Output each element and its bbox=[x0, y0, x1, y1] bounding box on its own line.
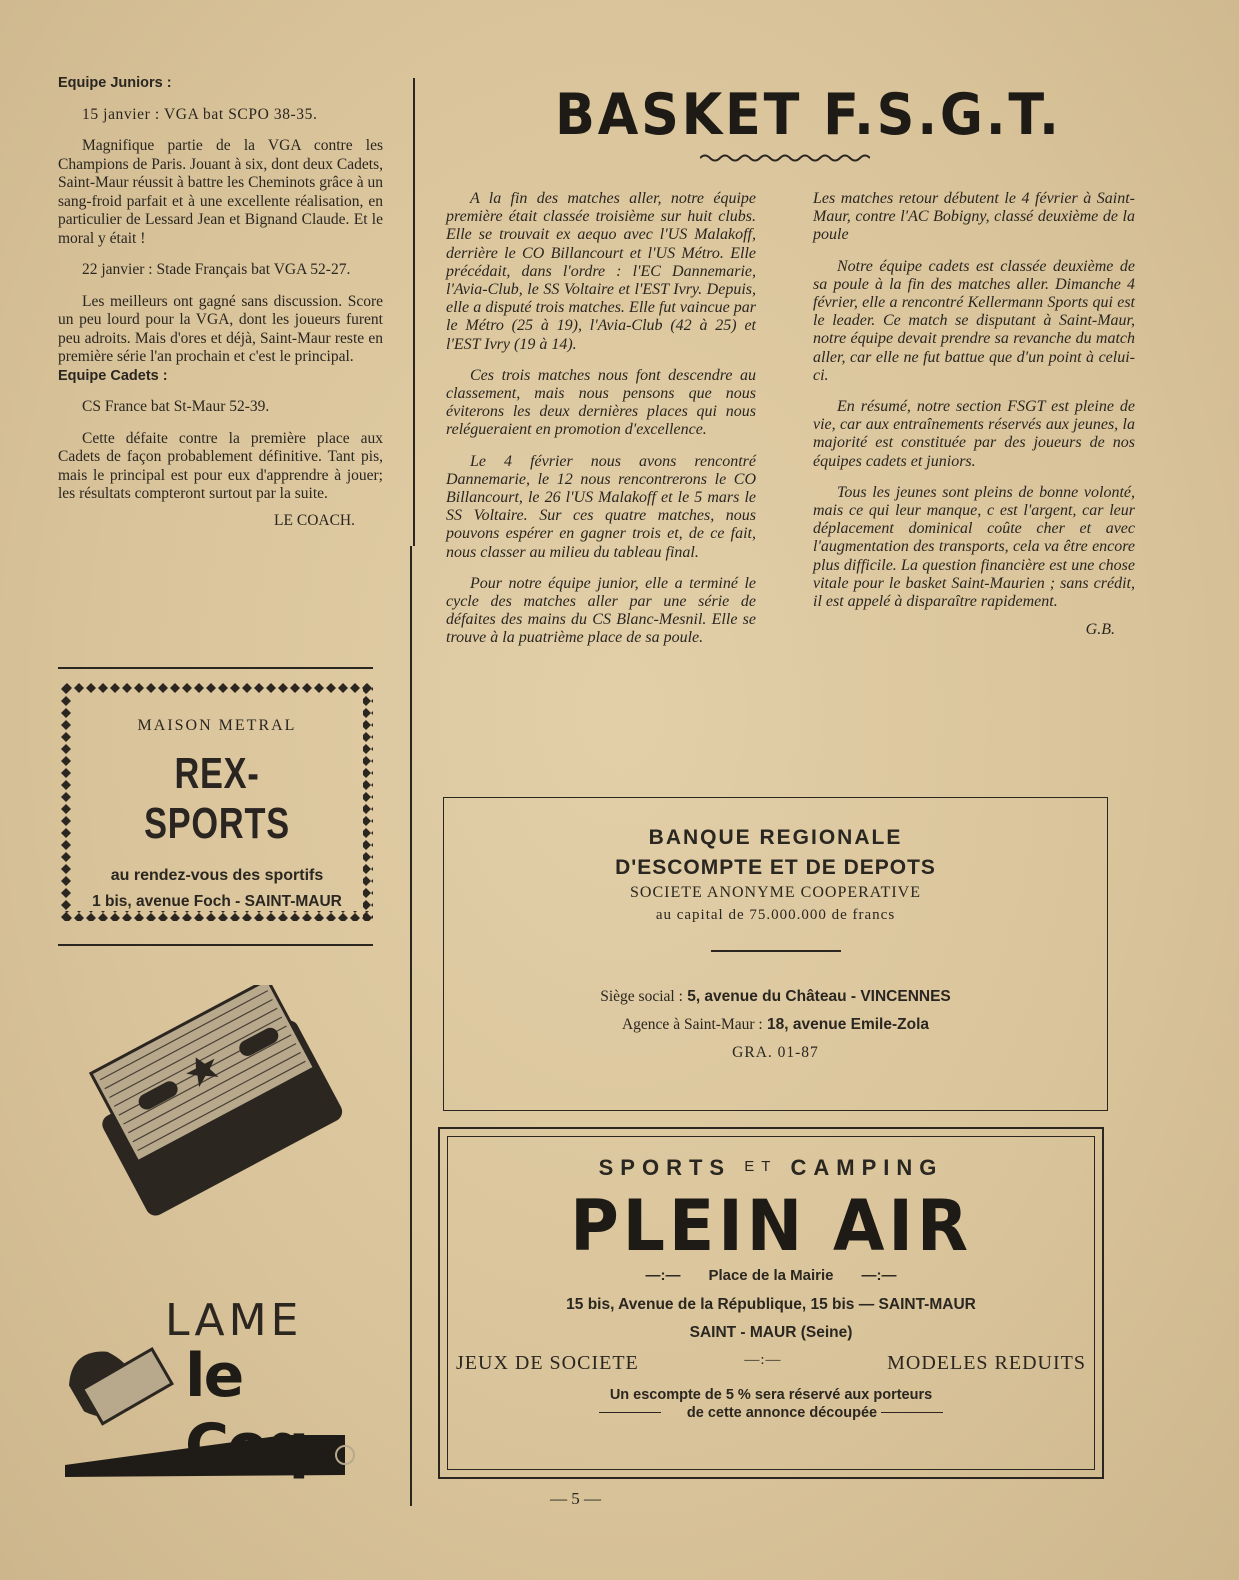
article-para: Le 4 février nous avons rencontré Dannemarie, le 12 nous rencontrerons le CO Billancourt, le 26 l'US Malakoff et le 5 mars le SS Voltaire. Sur ces quatre matches, nous pouvons espérer en gagner trois et, de ce fait, nous classer au milieu du tableau final. bbox=[446, 452, 756, 561]
junior-result-1: 15 janvier : VGA bat SCPO 38-35. bbox=[82, 105, 318, 123]
bank-siege bbox=[444, 988, 1107, 1006]
plein-discount-1: Un escompte de 5 % sera réservé aux porteurs bbox=[609, 1387, 933, 1403]
bank-type: SOCIETE ANONYME COOPERATIVE bbox=[630, 884, 921, 901]
lame-word: LAME bbox=[165, 1295, 303, 1346]
plein-products-row: JEUX DE SOCIETE —:— MODELES REDUITS bbox=[456, 1352, 1086, 1374]
agence-label: Agence à Saint-Maur : bbox=[621, 1015, 763, 1033]
plein-city: SAINT - MAUR (Seine) bbox=[689, 1324, 853, 1341]
article-column-1 bbox=[446, 190, 756, 648]
coach-signature: LE COACH. bbox=[274, 511, 355, 529]
rex-tagline: au rendez-vous des sportifs bbox=[110, 867, 324, 884]
left-divider-2 bbox=[58, 944, 373, 946]
plein-tagline bbox=[448, 1155, 1094, 1181]
junior-result-2: 22 janvier : Stade Français bat VGA 52-27. bbox=[82, 261, 351, 278]
article-title: BASKET F.S.G.T. bbox=[555, 82, 1062, 148]
plein-air-name: PLEIN AIR bbox=[570, 1185, 972, 1267]
article-para: En résumé, notre section FSGT est pleine de vie, car aux entraînements réservés aux jeunes, la majorité est constituée par des joueurs de nos équipes cadets et juniors. bbox=[813, 398, 1135, 470]
left-divider bbox=[58, 667, 373, 669]
plein-air-ad bbox=[438, 1127, 1104, 1479]
bank-phone: GRA. 01-87 bbox=[732, 1043, 819, 1061]
column-rule-top bbox=[413, 78, 415, 546]
juniors-heading: Equipe Juniors : bbox=[58, 75, 172, 91]
siege-address: 5, avenue du Château - VINCENNES bbox=[687, 987, 951, 1005]
tagline-et: ET bbox=[744, 1158, 778, 1175]
cadet-result: CS France bat St-Maur 52-39. bbox=[82, 398, 270, 415]
modeles-label: MODELES REDUITS bbox=[887, 1352, 1086, 1374]
article-para: Ces trois matches nous font descendre au classement, mais nous pensons que nous éviterons les deux dernières places qui nous relégueraient en promotion d'excellence. bbox=[446, 366, 756, 439]
bank-divider bbox=[711, 950, 841, 952]
rex-sports-ad bbox=[61, 683, 373, 921]
column-rule-bottom bbox=[410, 546, 412, 1506]
page-number: — 5 — bbox=[550, 1489, 601, 1508]
left-article bbox=[58, 74, 383, 530]
agence-address: 18, avenue Emile-Zola bbox=[767, 1015, 930, 1033]
rex-sports-name: REX-SPORTS bbox=[144, 749, 290, 848]
le-coq-brand: le Coq bbox=[185, 1341, 308, 1481]
bank-capital: au capital de 75.000.000 de francs bbox=[655, 907, 896, 923]
article-para: A la fin des matches aller, notre équipe première était classée troisième sur huit clubs. Elle se trouvait ex aequo avec l'US Malakoff, derrière le CO Billancourt et l'US Métro. Elle précédait, dans l'ordre : l'EC Dannemarie, l'Avia-Club, le SS Voltaire et l'EST Ivry. Depuis, elle a disputé trois matches. Elle fut vaincue par le Métro (25 à 19), l'Avia-Club (42 à 25) et l'EST Ivry (19 à 14). bbox=[446, 190, 756, 353]
bank-agence bbox=[444, 1016, 1107, 1034]
jeux-label: JEUX DE SOCIETE bbox=[456, 1352, 639, 1374]
plein-address: 15 bis, Avenue de la République, 15 bis — SAINT-MAUR bbox=[566, 1296, 976, 1313]
bank-name-line2: D'ESCOMPTE ET DE DEPOTS bbox=[615, 856, 936, 879]
lame-le-coq-ad bbox=[55, 985, 375, 1485]
title-squiggle bbox=[700, 153, 870, 163]
plein-discount-2-row bbox=[448, 1405, 1094, 1421]
rex-address: 1 bis, avenue Foch - SAINT-MAUR bbox=[92, 893, 342, 910]
tagline-camping: CAMPING bbox=[790, 1155, 944, 1180]
plein-location-row: —:— Place de la Mairie —:— bbox=[645, 1267, 897, 1284]
plein-discount-2: de cette annonce découpée bbox=[686, 1405, 878, 1421]
maison-metral: MAISON METRAL bbox=[137, 717, 297, 734]
article-para: Les matches retour débutent le 4 février à Saint-Maur, contre l'AC Bobigny, classé deuxième de la poule bbox=[813, 190, 1135, 244]
bank-ad bbox=[443, 797, 1108, 1111]
plein-location: Place de la Mairie bbox=[708, 1267, 834, 1284]
bank-name-line1: BANQUE REGIONALE bbox=[648, 826, 903, 849]
article-column-2 bbox=[813, 190, 1135, 639]
article-para: Notre équipe cadets est classée deuxième de sa poule à la fin des matches aller. Dimanche 4 février, elle a rencontré Kellermann Sports qui est le leader. Ce match se disputant à Saint-Maur, notre équipe devait prendre sa revanche du match aller, car elle ne fut battue que d'un point à celui-ci. bbox=[813, 257, 1135, 384]
junior-text-2: Les meilleurs ont gagné sans discussion. Score un peu lourd pour la VGA, dont les joueurs furent peu adroits. Mais d'ores et déjà, Saint-Maur reste en première série l'an prochain et c'est le principal. bbox=[58, 292, 383, 365]
cadet-text: Cette défaite contre la première place aux Cadets de façon probablement définitive. Tant pis, mais le principal est pour eux d'apprendre à jouer; les résultats compteront surtout par la suite. bbox=[58, 429, 383, 502]
junior-text-1: Magnifique partie de la VGA contre les Champions de Paris. Jouant à six, dont deux Cadets, Saint-Maur réussit à battre les Cheminots grâce à un sang-froid parfait et à une excellente réalisation, en particulier de Lessard Jean et Bignand Claude. Et le moral y était ! bbox=[58, 137, 383, 247]
article-signature: G.B. bbox=[1085, 621, 1115, 639]
siege-label: Siège social : bbox=[600, 987, 683, 1005]
article-para: Pour notre équipe junior, elle a terminé le cycle des matches aller par une série de défaites des mains du CS Blanc-Mesnil. Elle se trouve à la puatrième place de sa poule. bbox=[446, 574, 756, 647]
cadets-heading: Equipe Cadets : bbox=[58, 367, 168, 384]
tagline-sports: SPORTS bbox=[598, 1155, 732, 1180]
article-para: Tous les jeunes sont pleins de bonne volonté, mais ce qui leur manque, c est l'argent, car leur déplacement dominical coûte cher et avec l'augmentation des transports, cela va être encore plus difficile. La question financière est une chose vitale pour le basket Saint-Maurien ; sans crédit, il est appelé à disparaître rapidement. bbox=[813, 483, 1135, 611]
